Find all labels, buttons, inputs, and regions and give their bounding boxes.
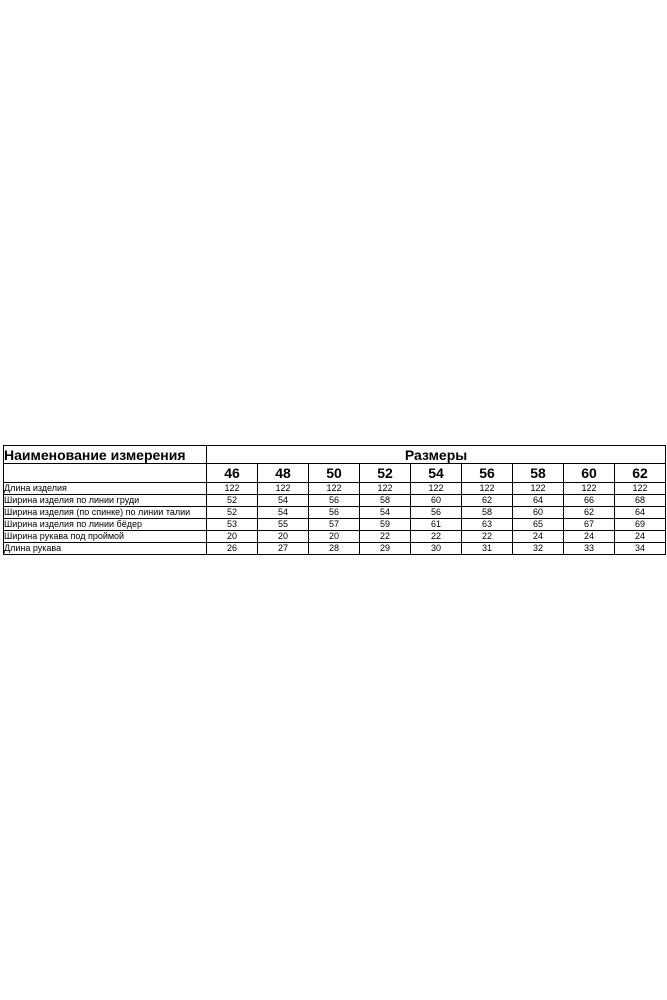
row-label: Длина рукава: [4, 543, 207, 555]
blank-header-cell: [4, 464, 207, 483]
size-48: 48: [258, 464, 309, 483]
value-cell: 60: [411, 495, 462, 507]
value-cell: 60: [513, 507, 564, 519]
value-cell: 24: [513, 531, 564, 543]
size-table: [3, 445, 666, 555]
value-cell: 30: [411, 543, 462, 555]
row-label: Ширина изделия (по спинке) по линии талии: [4, 507, 207, 519]
value-cell: 122: [513, 483, 564, 495]
value-cell: 62: [564, 507, 615, 519]
value-cell: 29: [360, 543, 411, 555]
value-cell: 66: [564, 495, 615, 507]
value-cell: 58: [360, 495, 411, 507]
sizes-row: [4, 464, 666, 483]
value-cell: 59: [360, 519, 411, 531]
value-cell: 26: [207, 543, 258, 555]
value-cell: 22: [411, 531, 462, 543]
value-cell: 122: [462, 483, 513, 495]
value-cell: 62: [462, 495, 513, 507]
value-cell: 122: [207, 483, 258, 495]
table-row: [4, 531, 666, 543]
size-58: 58: [513, 464, 564, 483]
value-cell: 33: [564, 543, 615, 555]
value-cell: 122: [309, 483, 360, 495]
value-cell: 65: [513, 519, 564, 531]
value-cell: 56: [411, 507, 462, 519]
value-cell: 24: [615, 531, 666, 543]
value-cell: 122: [564, 483, 615, 495]
value-cell: 63: [462, 519, 513, 531]
value-cell: 53: [207, 519, 258, 531]
table-row: [4, 543, 666, 555]
value-cell: 61: [411, 519, 462, 531]
value-cell: 64: [513, 495, 564, 507]
value-cell: 31: [462, 543, 513, 555]
value-cell: 22: [360, 531, 411, 543]
size-56: 56: [462, 464, 513, 483]
value-cell: 67: [564, 519, 615, 531]
value-cell: 56: [309, 507, 360, 519]
value-cell: 52: [207, 507, 258, 519]
size-60: 60: [564, 464, 615, 483]
value-cell: 122: [411, 483, 462, 495]
size-62: 62: [615, 464, 666, 483]
value-cell: 69: [615, 519, 666, 531]
row-label: Ширина рукава под проймой: [4, 531, 207, 543]
value-cell: 54: [258, 507, 309, 519]
row-label: Длина изделия: [4, 483, 207, 495]
table-row: [4, 483, 666, 495]
size-46: 46: [207, 464, 258, 483]
table-row: [4, 519, 666, 531]
value-cell: 52: [207, 495, 258, 507]
header-row: [4, 446, 666, 464]
value-cell: 20: [258, 531, 309, 543]
size-chart: [3, 445, 665, 555]
value-cell: 57: [309, 519, 360, 531]
size-54: 54: [411, 464, 462, 483]
value-cell: 55: [258, 519, 309, 531]
value-cell: 122: [615, 483, 666, 495]
measure-name-header: Наименование измерения: [4, 446, 207, 464]
table-row: [4, 507, 666, 519]
size-52: 52: [360, 464, 411, 483]
row-label: Ширина изделия по линии груди: [4, 495, 207, 507]
value-cell: 24: [564, 531, 615, 543]
size-50: 50: [309, 464, 360, 483]
value-cell: 34: [615, 543, 666, 555]
value-cell: 28: [309, 543, 360, 555]
value-cell: 32: [513, 543, 564, 555]
value-cell: 64: [615, 507, 666, 519]
sizes-header: Размеры: [207, 446, 666, 464]
row-label: Ширина изделия по линии бёдер: [4, 519, 207, 531]
value-cell: 122: [360, 483, 411, 495]
value-cell: 122: [258, 483, 309, 495]
value-cell: 56: [309, 495, 360, 507]
value-cell: 54: [360, 507, 411, 519]
value-cell: 22: [462, 531, 513, 543]
value-cell: 54: [258, 495, 309, 507]
value-cell: 20: [309, 531, 360, 543]
value-cell: 68: [615, 495, 666, 507]
table-row: [4, 495, 666, 507]
value-cell: 27: [258, 543, 309, 555]
value-cell: 58: [462, 507, 513, 519]
value-cell: 20: [207, 531, 258, 543]
